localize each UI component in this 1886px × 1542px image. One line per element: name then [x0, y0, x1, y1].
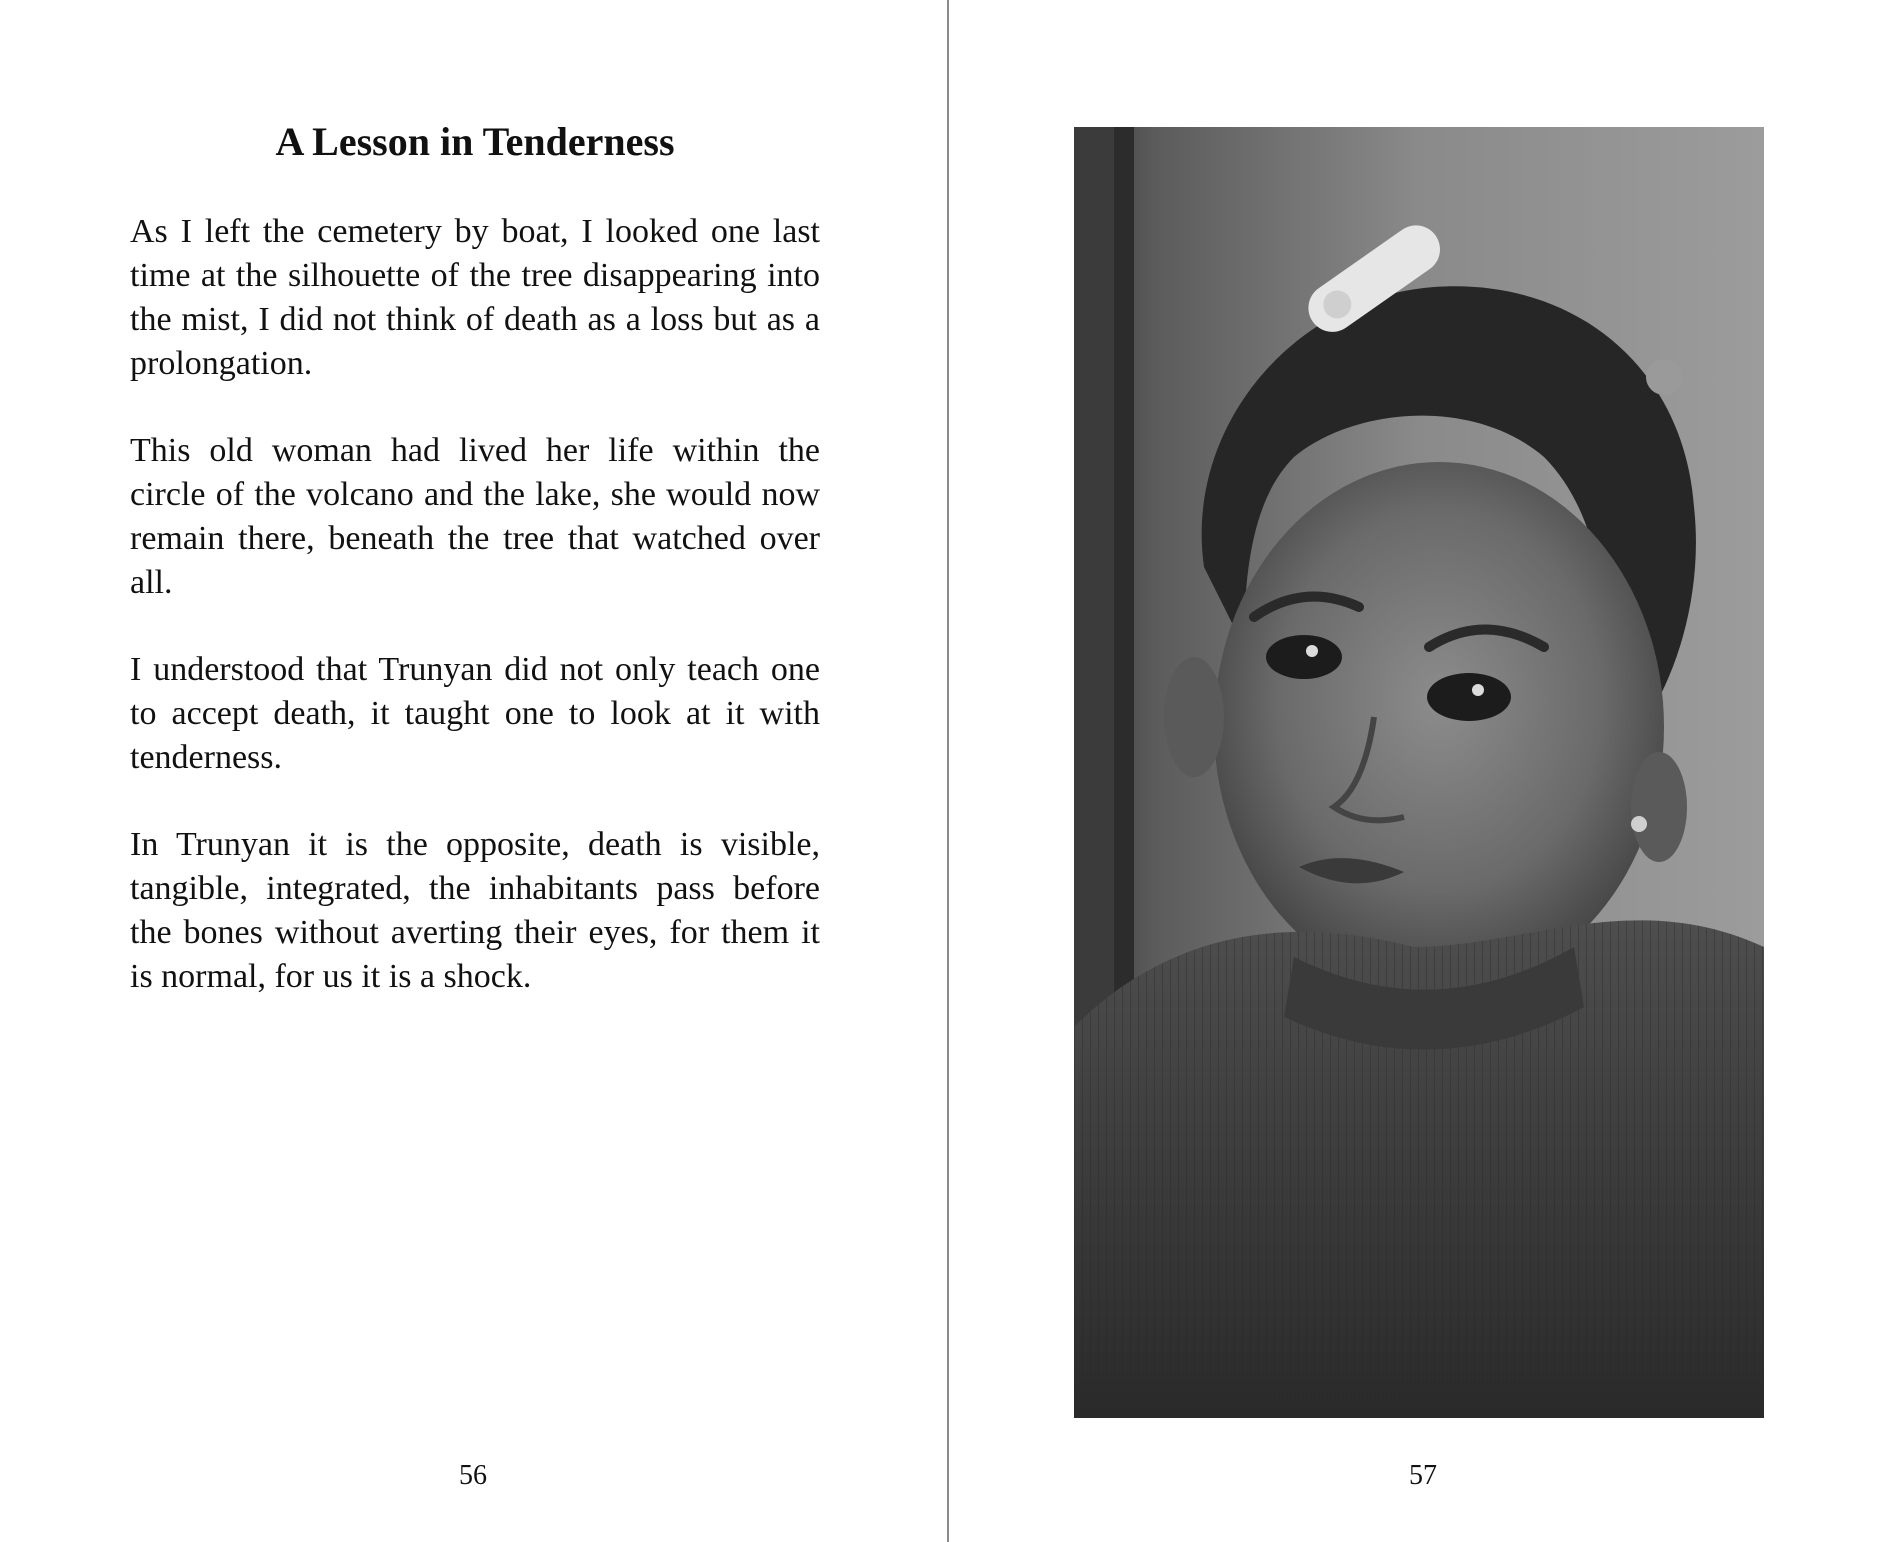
page-number-right: 57 — [1409, 1460, 1437, 1491]
portrait-photo — [1074, 127, 1764, 1418]
body-text — [130, 210, 820, 1042]
paragraph-4: In Trunyan it is the opposite, death is visible, tangible, integrated, the inhabitants pass before the bones without averting their eyes, for them it is normal, for us it is a shock. — [130, 826, 820, 995]
paragraph-2: This old woman had lived her life within the circle of the volcano and the lake, she would now remain there, beneath the tree that watched over all. — [130, 432, 820, 601]
page-number-left: 56 — [459, 1460, 487, 1491]
paragraph-3: I understood that Trunyan did not only teach one to accept death, it taught one to look at it with tenderness. — [130, 651, 820, 776]
portrait-photo-icon — [1074, 127, 1764, 1418]
right-page — [950, 0, 1886, 1542]
paragraph-1: As I left the cemetery by boat, I looked one last time at the silhouette of the tree disappearing into the mist, I did not think of death as a loss but as a prolongation. — [130, 213, 820, 382]
chapter-title: A Lesson in Tenderness — [275, 119, 675, 164]
page-divider — [947, 0, 949, 1542]
